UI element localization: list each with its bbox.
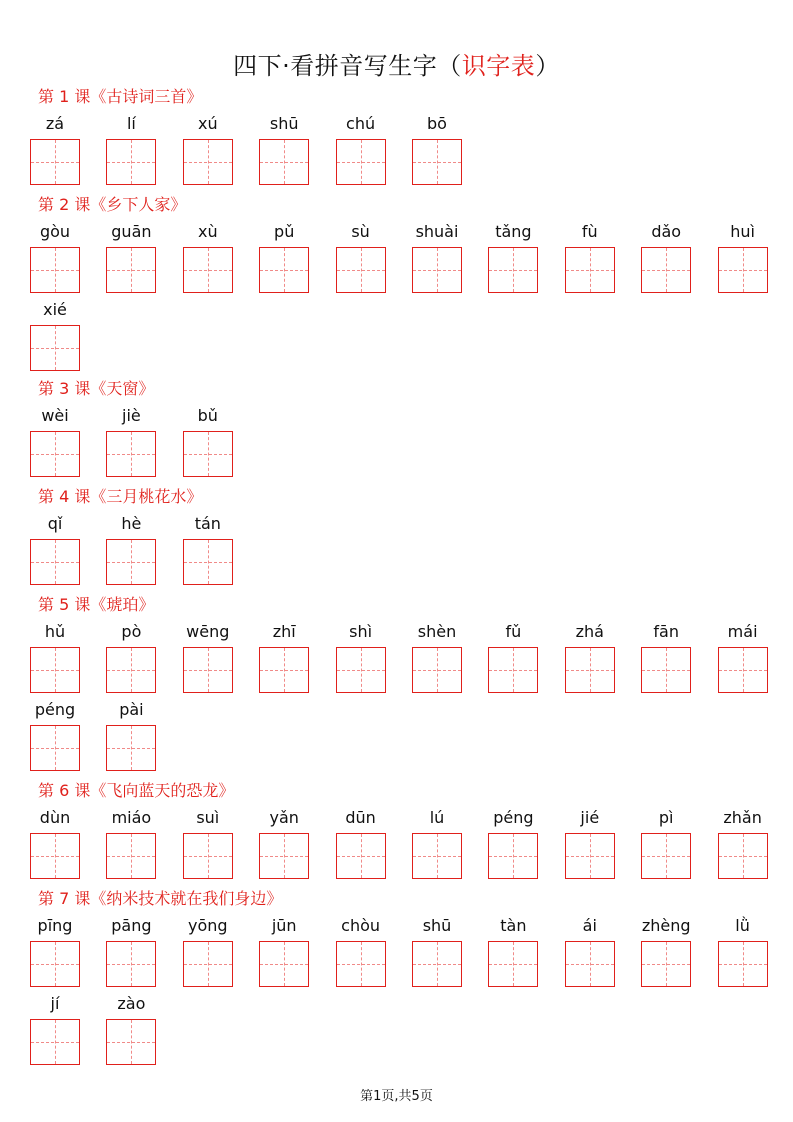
writing-grid-box: [718, 247, 768, 293]
writing-grid-box: [718, 647, 768, 693]
writing-grid-box: [30, 647, 80, 693]
writing-grid-box: [106, 247, 156, 293]
pinyin-label: tán: [194, 514, 221, 533]
pinyin-label: shì: [349, 622, 373, 641]
pinyin-label: fān: [653, 622, 679, 641]
writing-grid-box: [30, 833, 80, 879]
writing-grid-box: [106, 647, 156, 693]
pinyin-label: qǐ: [47, 514, 63, 533]
pinyin-label: zào: [117, 994, 146, 1013]
writing-grid-box: [565, 247, 615, 293]
pinyin-label: zá: [45, 114, 65, 133]
pinyin-label: zhá: [575, 622, 604, 641]
writing-grid-box: [30, 725, 80, 771]
pinyin-label: zhī: [272, 622, 296, 641]
writing-grid-box: [412, 647, 462, 693]
pinyin-label: chòu: [341, 916, 381, 935]
writing-grid-box: [183, 833, 233, 879]
pinyin-label: zhǎn: [723, 808, 762, 827]
writing-grid-box: [259, 647, 309, 693]
pinyin-label: tàn: [500, 916, 527, 935]
writing-grid-box: [30, 539, 80, 585]
writing-grid-box: [336, 247, 386, 293]
writing-grid-box: [106, 833, 156, 879]
writing-grid-box: [30, 1019, 80, 1065]
writing-grid-box: [718, 833, 768, 879]
writing-grid-box: [488, 833, 538, 879]
writing-grid-box: [183, 139, 233, 185]
writing-grid-box: [565, 647, 615, 693]
writing-grid-box: [259, 139, 309, 185]
writing-grid-box: [30, 247, 80, 293]
pinyin-label: lǜ: [735, 916, 750, 935]
pinyin-label: zhèng: [641, 916, 691, 935]
writing-grid-box: [183, 539, 233, 585]
writing-grid-box: [106, 539, 156, 585]
pinyin-label: wèi: [41, 406, 69, 425]
pinyin-label: pǔ: [274, 222, 295, 241]
pinyin-label: jí: [50, 994, 60, 1013]
pinyin-label: dǎo: [651, 222, 682, 241]
pinyin-label: lú: [429, 808, 445, 827]
writing-grid-box: [412, 833, 462, 879]
pinyin-label: tǎng: [495, 222, 532, 241]
writing-grid-box: [106, 941, 156, 987]
writing-grid-box: [106, 725, 156, 771]
pinyin-label: suì: [196, 808, 220, 827]
pinyin-label: jiè: [122, 406, 141, 425]
writing-grid-box: [183, 431, 233, 477]
pinyin-label: fǔ: [505, 622, 522, 641]
writing-grid-box: [106, 139, 156, 185]
pinyin-label: shèn: [417, 622, 457, 641]
lesson-title: 第 6 课《飞向蓝天的恐龙》: [38, 781, 235, 800]
pinyin-label: bō: [427, 114, 447, 133]
writing-grid-box: [641, 247, 691, 293]
writing-grid-box: [488, 647, 538, 693]
pinyin-label: yǎn: [269, 808, 299, 827]
writing-grid-box: [412, 139, 462, 185]
writing-grid-box: [30, 139, 80, 185]
pinyin-label: yōng: [188, 916, 228, 935]
pinyin-label: shuài: [415, 222, 459, 241]
writing-grid-box: [336, 139, 386, 185]
writing-grid-box: [488, 247, 538, 293]
pinyin-label: gòu: [39, 222, 71, 241]
pinyin-label: wēng: [186, 622, 230, 641]
pinyin-label: pò: [121, 622, 142, 641]
writing-grid-box: [259, 247, 309, 293]
writing-grid-box: [412, 941, 462, 987]
pinyin-label: lí: [126, 114, 136, 133]
pinyin-label: mái: [727, 622, 758, 641]
pinyin-label: xù: [197, 222, 218, 241]
lesson-title: 第 2 课《乡下人家》: [38, 195, 187, 214]
page-footer: 第1页,共5页: [360, 1089, 433, 1104]
writing-grid-box: [336, 833, 386, 879]
title-main: 四下·看拼音写生字（: [233, 52, 462, 80]
writing-grid-box: [641, 647, 691, 693]
lesson-title: 第 7 课《纳米技术就在我们身边》: [38, 889, 283, 908]
writing-grid-box: [565, 833, 615, 879]
pinyin-label: dùn: [39, 808, 71, 827]
pinyin-label: bǔ: [197, 406, 218, 425]
writing-grid-box: [336, 647, 386, 693]
lesson-title: 第 1 课《古诗词三首》: [38, 87, 203, 106]
writing-grid-box: [30, 941, 80, 987]
pinyin-label: ái: [582, 916, 597, 935]
writing-grid-box: [183, 941, 233, 987]
pinyin-label: péng: [493, 808, 534, 827]
pinyin-label: guān: [111, 222, 152, 241]
writing-grid-box: [641, 941, 691, 987]
writing-grid-box: [106, 1019, 156, 1065]
pinyin-label: dūn: [345, 808, 376, 827]
writing-grid-box: [641, 833, 691, 879]
page-title: [0, 46, 793, 81]
pinyin-label: xú: [197, 114, 218, 133]
lesson-title: 第 3 课《天窗》: [38, 379, 155, 398]
pinyin-label: pì: [658, 808, 674, 827]
pinyin-label: xié: [43, 300, 67, 319]
pinyin-label: sù: [351, 222, 370, 241]
pinyin-label: shū: [269, 114, 299, 133]
writing-grid-box: [488, 941, 538, 987]
lesson-title: 第 4 课《三月桃花水》: [38, 487, 203, 506]
title-end: ）: [535, 52, 560, 80]
writing-grid-box: [336, 941, 386, 987]
pinyin-label: péng: [34, 700, 76, 719]
pinyin-label: jié: [580, 808, 600, 827]
writing-grid-box: [30, 431, 80, 477]
writing-grid-box: [183, 647, 233, 693]
pinyin-label: chú: [346, 114, 376, 133]
pinyin-label: jūn: [271, 916, 297, 935]
writing-grid-box: [412, 247, 462, 293]
pinyin-label: miáo: [111, 808, 152, 827]
writing-grid-box: [259, 941, 309, 987]
pinyin-label: hǔ: [44, 622, 66, 641]
writing-grid-box: [565, 941, 615, 987]
lesson-title: 第 5 课《琥珀》: [38, 595, 155, 614]
title-highlight: 识字表: [461, 52, 536, 80]
writing-grid-box: [106, 431, 156, 477]
pinyin-label: hè: [121, 514, 142, 533]
writing-grid-box: [718, 941, 768, 987]
writing-grid-box: [259, 833, 309, 879]
pinyin-label: shū: [422, 916, 452, 935]
writing-grid-box: [30, 325, 80, 371]
pinyin-label: huì: [730, 222, 755, 241]
writing-grid-box: [183, 247, 233, 293]
pinyin-label: pīng: [37, 916, 73, 935]
pinyin-label: fù: [581, 222, 598, 241]
pinyin-label: pāng: [111, 916, 152, 935]
pinyin-label: pài: [119, 700, 144, 719]
